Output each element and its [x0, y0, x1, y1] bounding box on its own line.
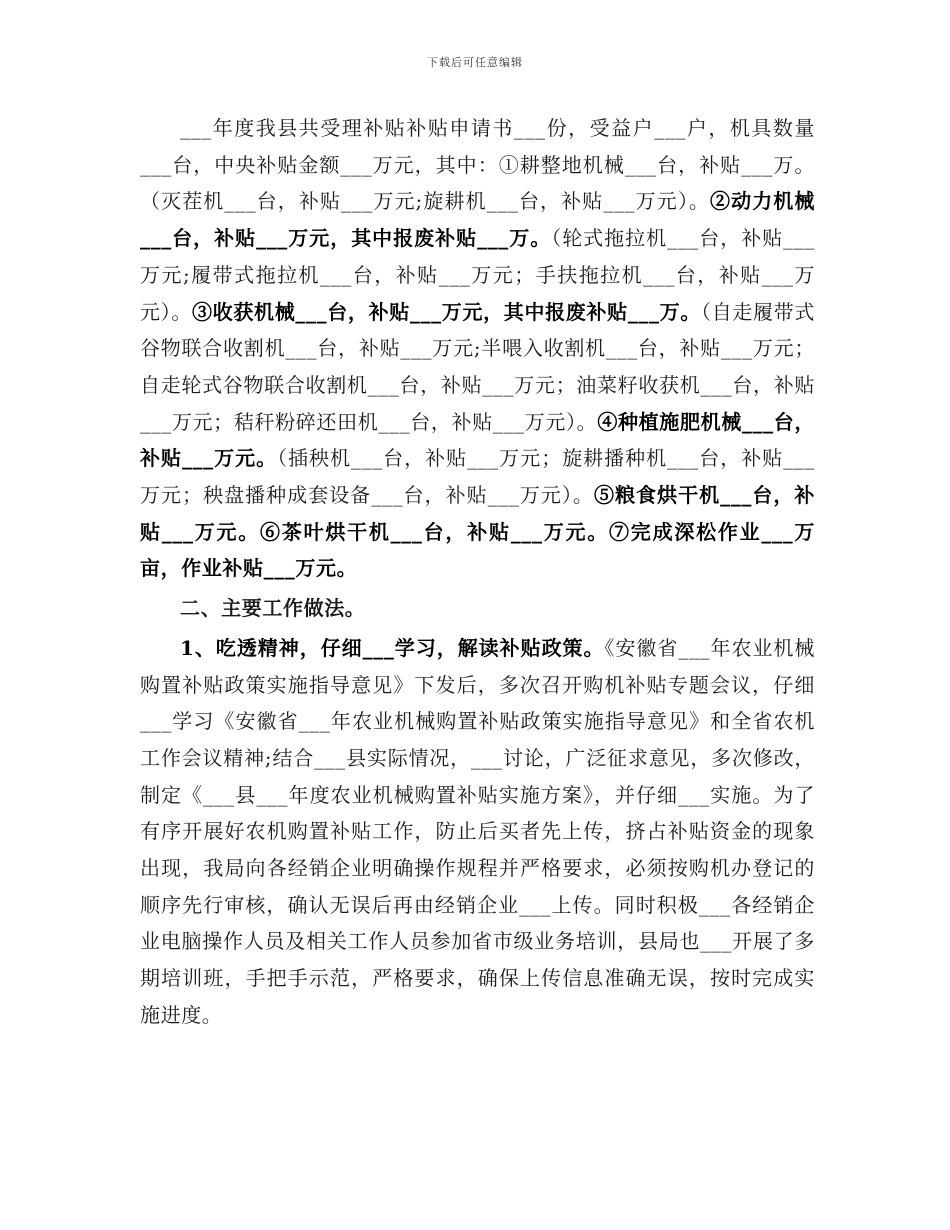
- planting-machinery-detail: （插秧机___台，补贴___万元；旋耕播种机___台，补贴___万元；秧盘播种成套设备___台，补贴___万元）。: [140, 446, 815, 508]
- work-method-lead: 1、吃透精神，仔细___学习，解读补贴政策。: [180, 635, 605, 660]
- planting-machinery-summary: ④种植施肥机械___台，补贴___万元。: [140, 409, 816, 471]
- power-machinery-summary: ②动力机械___台，补贴___万元，其中报废补贴___万。: [140, 189, 815, 251]
- dryer-and-deep-tillage-summary: ⑤粮食烘干机___台，补贴___万元。⑥茶叶烘干机___台，补贴___万元。⑦完成深松作业___万亩，作业补贴___万元。: [140, 483, 816, 581]
- harvest-machinery-summary: ③收获机械___台，补贴___万元，其中报废补贴___万。: [192, 299, 702, 324]
- subsidy-summary-paragraph: [140, 110, 815, 587]
- power-machinery-detail: （轮式拖拉机___台，补贴___万元;履带式拖拉机___台，补贴___万元；手扶拖拉机___台，补贴___万元）。: [140, 226, 815, 324]
- summary-intro-text: ___年度我县共受理补贴补贴申请书___份，受益户___户，机具数量___台，中央补贴金额___万元，其中：①耕整地机械___台，补贴___万。（灭茬机___台，补贴___万元;旋耕机___台，补贴___万元）。: [140, 116, 815, 214]
- document-body: [140, 110, 815, 1034]
- page-header: 下载后可任意编辑: [427, 56, 523, 69]
- harvest-machinery-detail: （自走履带式谷物联合收割机___台，补贴___万元;半喂入收割机___台，补贴___万元；自走轮式谷物联合收割机___台，补贴___万元；油菜籽收获机___台，补贴___万元；秸秆粉碎还田机___台，补贴___万元）。: [140, 299, 815, 434]
- work-method-body: 《安徽省___年农业机械购置补贴政策实施指导意见》下发后，多次召开购机补贴专题会议，仔细___学习《安徽省___年农业机械购置补贴政策实施指导意见》和全省农机工作会议精神;结合___县实际情况，___讨论，广泛征求意见，多次修改，制定《___县___年度农业机械购置补贴实施方案》，并仔细___实施。为了有序开展好农机购置补贴工作，防止后买者先上传，挤占补贴资金的现象出现，我局向各经销企业明确操作规程并严格要求，必须按购机办登记的顺序先行审核，确认无误后再由经销企业___上传。同时积极___各经销企业电脑操作人员及相关工作人员参加省市级业务培训，县局也___开展了多期培训班，手把手示范，严格要求，确保上传信息准确无误，按时完成实施进度。: [140, 635, 815, 1027]
- work-method-paragraph: [140, 630, 815, 1034]
- section-heading: 二、主要工作做法。: [180, 596, 366, 621]
